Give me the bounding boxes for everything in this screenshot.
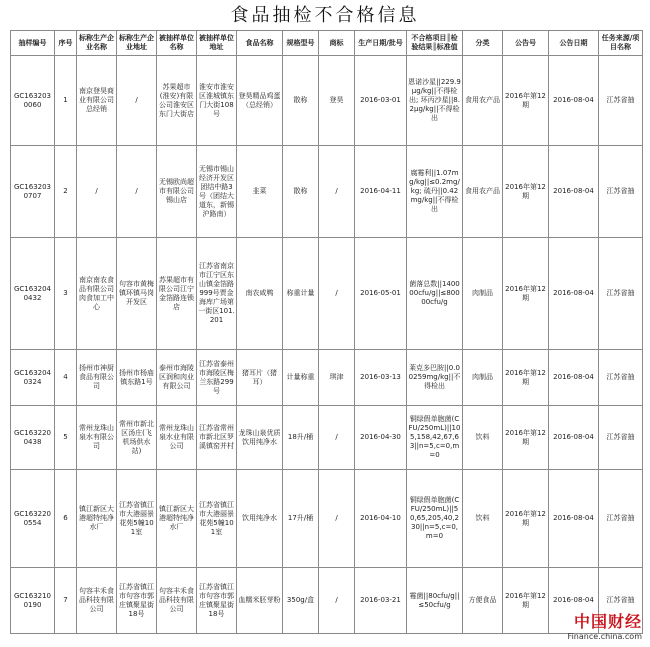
cell-item: 恩诺沙星||229.9μg/kg||不得检出; 环丙沙星||8.2μg/kg||不得检出 [407,56,463,146]
cell-seller-addr: 无锡市锡山经济开发区团结中路3号（团结大道东，新锡沪路南） [197,146,237,238]
cell-mfr: 镇江新区大港超特纯净水厂 [77,470,117,568]
cell-no: 1 [55,56,77,146]
cell-notice: 2016年第12期 [503,350,549,406]
cell-mfr-addr: / [117,56,157,146]
cell-category: 饮料 [463,406,503,470]
cell-no: 6 [55,470,77,568]
cell-date: 2016-04-10 [355,470,407,568]
header-cell: 不合格项目║检验结果║标准值 [407,31,463,56]
watermark-url: Finance.china.com [567,632,642,641]
header-cell: 商标 [319,31,355,56]
cell-notice: 2016年第12期 [503,568,549,634]
cell-seller: 镇江新区大港超特纯净水厂 [157,470,197,568]
cell-mfr-addr: 江苏省镇江市句容市郭庄镇聚星街18号 [117,568,157,634]
cell-brand: / [319,568,355,634]
table-row [11,238,643,350]
cell-notice: 2016年第12期 [503,406,549,470]
header-cell: 标称生产企业名称 [77,31,117,56]
header-cell: 规格型号 [283,31,319,56]
header-cell: 标称生产企业地址 [117,31,157,56]
cell-food: 韭菜 [237,146,283,238]
cell-mfr-addr: 常州市新北区汤庄(飞机场供水站) [117,406,157,470]
cell-seller-addr: 江苏省泰州市海陵区梅兰东路299号 [197,350,237,406]
cell-no: 2 [55,146,77,238]
cell-mfr: 南京登昊商业有限公司总经销 [77,56,117,146]
cell-no: 7 [55,568,77,634]
table-row [11,350,643,406]
cell-date: 2016-03-13 [355,350,407,406]
cell-id: GC1632030060 [11,56,55,146]
header-cell: 公告号 [503,31,549,56]
cell-spec: 称重计量 [283,238,319,350]
header-cell: 序号 [55,31,77,56]
cell-food: 登昊精品鸡蛋（总经销） [237,56,283,146]
cell-brand: 登昊 [319,56,355,146]
cell-category: 食用农产品 [463,56,503,146]
cell-food: 饮用纯净水 [237,470,283,568]
cell-notice-date: 2016-08-04 [549,146,599,238]
table-row [11,56,643,146]
cell-brand: / [319,406,355,470]
cell-source: 江苏省抽 [599,470,643,568]
cell-date: 2016-05-01 [355,238,407,350]
cell-source: 江苏省抽 [599,56,643,146]
cell-spec: 散称 [283,146,319,238]
cell-food: 南农咸鸭 [237,238,283,350]
cell-seller-addr: 江苏省常州市新北区罗溪镇窑并村 [197,406,237,470]
cell-category: 食用农产品 [463,146,503,238]
cell-date: 2016-04-11 [355,146,407,238]
cell-item: 莱克多巴胺||0.00259mg/kg||不得检出 [407,350,463,406]
cell-notice-date: 2016-08-04 [549,56,599,146]
cell-category: 肉制品 [463,350,503,406]
cell-id: GC1632040324 [11,350,55,406]
cell-notice: 2016年第12期 [503,56,549,146]
header-cell: 任务来源/项目名称 [599,31,643,56]
cell-id: GC1632200438 [11,406,55,470]
cell-brand: / [319,470,355,568]
watermark-logo: 中国财经 [573,612,642,631]
cell-date: 2016-03-01 [355,56,407,146]
table-row [11,470,643,568]
cell-notice-date: 2016-08-04 [549,350,599,406]
cell-notice-date: 2016-08-04 [549,568,599,634]
cell-no: 5 [55,406,77,470]
cell-seller: 泰州市海陵区润和肉业有限公司 [157,350,197,406]
header-cell: 分类 [463,31,503,56]
cell-mfr: / [77,146,117,238]
cell-source: 江苏省抽 [599,146,643,238]
header-cell: 抽样编号 [11,31,55,56]
cell-mfr-addr: / [117,146,157,238]
watermark [568,609,642,641]
cell-brand: / [319,146,355,238]
cell-seller: 苏果超市有限公司江宁金箔路连锁店 [157,238,197,350]
cell-item: 腐霉利||1.07mg/kg||≤0.2mg/kg; 硫丹||0.42mg/kg||不得检出 [407,146,463,238]
cell-item: 铜绿假单胞菌(CFU/250mL)||50,65,205,40,230||n=5,c=0,m=0 [407,470,463,568]
table-row [11,146,643,238]
page-title: 食品抽检不合格信息 [230,5,420,26]
cell-mfr-addr: 江苏省镇江市大港丽景花苑5幢101室 [117,470,157,568]
header-cell: 被抽样单位名称 [157,31,197,56]
cell-category: 方便食品 [463,568,503,634]
cell-notice-date: 2016-08-04 [549,406,599,470]
cell-source: 江苏省抽 [599,406,643,470]
cell-seller-addr: 江苏省南京市江宁区东山镇金箔路999号贾金海库广场第一街区101.201 [197,238,237,350]
cell-brand: 琪津 [319,350,355,406]
table-row [11,406,643,470]
header-cell: 公告日期 [549,31,599,56]
cell-mfr: 常州龙珠山泉水有限公司 [77,406,117,470]
cell-source: 江苏省抽 [599,568,643,634]
cell-seller: 无锡欧尚超市有限公司锡山店 [157,146,197,238]
cell-seller: 苏果超市(淮安)有限公司淮安区东门大街店 [157,56,197,146]
cell-notice: 2016年第12期 [503,146,549,238]
cell-food: 猪耳片（猪耳） [237,350,283,406]
table-header-row [11,31,643,56]
table-row [11,568,643,634]
header-cell: 生产日期/批号 [355,31,407,56]
cell-spec: 散称 [283,56,319,146]
cell-id: GC1632200554 [11,470,55,568]
cell-seller: 句容丰禾食品科技有限公司 [157,568,197,634]
cell-mfr: 句容丰禾食品科技有限公司 [77,568,117,634]
cell-spec: 18升/桶 [283,406,319,470]
cell-item: 霉菌||80cfu/g||≤50cfu/g [407,568,463,634]
cell-notice-date: 2016-08-04 [549,238,599,350]
cell-item: 菌落总数||140000cfu/g||≤80000cfu/g [407,238,463,350]
cell-seller-addr: 淮安市淮安区淮城镇东门大街108号 [197,56,237,146]
cell-notice-date: 2016-08-04 [549,470,599,568]
cell-food: 龙珠山泉优质饮用纯净水 [237,406,283,470]
cell-date: 2016-03-21 [355,568,407,634]
cell-mfr: 扬州市神厨食品有限公司 [77,350,117,406]
cell-spec: 计量称重 [283,350,319,406]
cell-spec: 350g/盒 [283,568,319,634]
cell-source: 江苏省抽 [599,238,643,350]
cell-seller-addr: 江苏省镇江市大港丽景花苑5幢101室 [197,470,237,568]
cell-date: 2016-04-30 [355,406,407,470]
cell-no: 3 [55,238,77,350]
inspection-table [10,30,643,634]
header-cell: 被抽样单位地址 [197,31,237,56]
cell-food: 血糯米胚芽粉 [237,568,283,634]
cell-seller: 常州龙珠山泉水业有限公司 [157,406,197,470]
cell-source: 江苏省抽 [599,350,643,406]
cell-id: GC1632040432 [11,238,55,350]
cell-notice: 2016年第12期 [503,238,549,350]
cell-mfr-addr: 扬州市杨庙镇东路1号 [117,350,157,406]
cell-id: GC1632100190 [11,568,55,634]
cell-brand: / [319,238,355,350]
cell-item: 铜绿假单胞菌(CFU/250mL)||105,158,42,67,63||n=5,c=0,m=0 [407,406,463,470]
header-cell: 食品名称 [237,31,283,56]
cell-spec: 17升/桶 [283,470,319,568]
cell-category: 肉制品 [463,238,503,350]
cell-id: GC1632030707 [11,146,55,238]
cell-category: 饮料 [463,470,503,568]
cell-mfr: 南京南农食品有限公司肉食加工中心 [77,238,117,350]
cell-notice: 2016年第12期 [503,470,549,568]
cell-mfr-addr: 句容市黄梅镇环镇马岗开发区 [117,238,157,350]
cell-no: 4 [55,350,77,406]
cell-seller-addr: 江苏省镇江市句容市郭庄镇聚星街18号 [197,568,237,634]
